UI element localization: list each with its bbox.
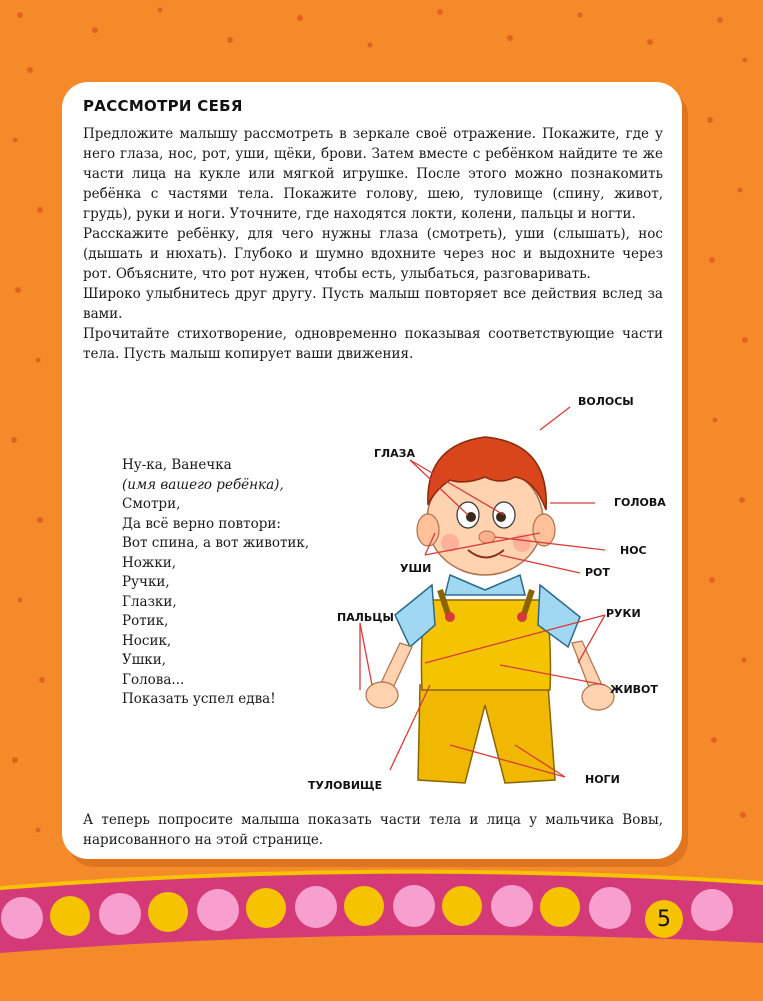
label-nose: НОС	[620, 544, 647, 557]
intro-paragraph: Предложите малышу рассмотреть в зеркале своё отражение. Покажите, где у него глаза, нос, рот, уши, щёки, брови. Затем вместе с ребёнком найдите те же части лица на кукле или мягкой игрушке. После этого можно познакомить ребёнка с частями тела. Покажите голову, шею, туловище (спину, живот, грудь), руки и ноги. Уточните, где находятся локти, колени, пальцы и ногти.	[83, 126, 663, 222]
label-legs: НОГИ	[585, 773, 620, 786]
poem-line: Ну-ка, Ванечка	[122, 457, 232, 473]
label-pointers	[300, 385, 680, 805]
poem-line: Вот спина, а вот животик,	[122, 535, 310, 551]
poem-line: Да всё верно повтори:	[122, 515, 281, 532]
label-head: ГОЛОВА	[614, 496, 666, 509]
intro-paragraph: Широко улыбнитесь друг другу. Пусть малыш повторяет все действия вслед за вами.	[83, 286, 663, 322]
page-number: 5	[645, 900, 683, 938]
poem-line: (имя вашего ребёнка),	[122, 476, 284, 493]
decorative-stripe	[0, 868, 763, 1001]
poem-line: Глазки,	[122, 593, 177, 610]
intro-text	[83, 124, 663, 364]
intro-paragraph: Прочитайте стихотворение, одновременно показывая соответствующие части тела. Пусть малыш копирует ваши движения.	[83, 326, 663, 362]
label-hands: РУКИ	[606, 607, 641, 620]
label-torso: ТУЛОВИЩЕ	[308, 779, 383, 792]
poem-line: Ножки,	[122, 554, 177, 571]
poem-line: Смотри,	[122, 496, 181, 512]
poem-line: Носик,	[122, 632, 172, 649]
poem-line: Показать успел едва!	[122, 691, 276, 707]
label-eyes: ГЛАЗА	[374, 447, 415, 460]
label-hair: ВОЛОСЫ	[578, 395, 634, 408]
poem-line: Ротик,	[122, 613, 169, 629]
poem-line: Ручки,	[122, 574, 170, 590]
page-heading: РАССМОТРИ СЕБЯ	[83, 97, 243, 115]
outro-text: А теперь попросите малыша показать части тела и лица у мальчика Вовы, нарисованного на этой странице.	[83, 812, 663, 848]
poem-line: Ушки,	[122, 652, 167, 668]
label-ears: УШИ	[400, 562, 432, 575]
poem	[122, 456, 309, 710]
label-mouth: РОТ	[585, 566, 610, 579]
intro-paragraph: Расскажите ребёнку, для чего нужны глаза (смотреть), уши (слышать), нос (дышать и нюхать). Глубоко и шумно вдохните через нос и выдохните через рот. Объясните, что рот нужен, чтобы есть, улыбаться, разговаривать.	[83, 226, 663, 282]
label-belly: ЖИВОТ	[610, 683, 658, 696]
poem-line: Голова...	[122, 671, 185, 688]
label-fingers: ПАЛЬЦЫ	[337, 611, 394, 624]
